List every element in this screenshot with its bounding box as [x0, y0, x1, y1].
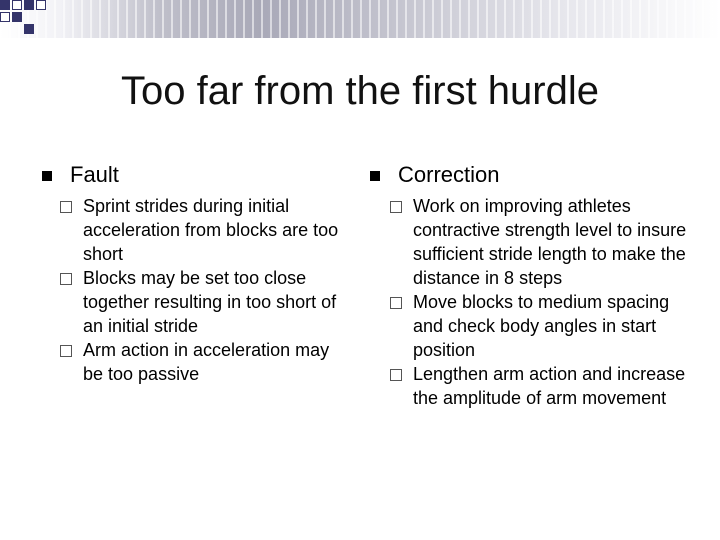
correction-item-text: Lengthen arm action and increase the amplitude of arm movement [413, 364, 686, 408]
logo-square [12, 12, 22, 22]
header-band-stripes [0, 0, 720, 38]
logo-square [12, 0, 22, 10]
logo-square [36, 0, 46, 10]
hollow-square-bullet-icon [390, 201, 402, 213]
corner-logo-mark [0, 0, 60, 40]
correction-heading-row [370, 160, 690, 190]
fault-column [42, 160, 342, 386]
correction-item-text: Work on improving athletes contractive strength level to insure sufficient stride length to make the distance in 8 steps [413, 196, 687, 288]
list-item [390, 290, 690, 362]
hollow-square-bullet-icon [390, 369, 402, 381]
list-item [60, 194, 342, 266]
hollow-square-bullet-icon [60, 345, 72, 357]
correction-list [370, 194, 690, 410]
correction-heading: Correction [398, 162, 500, 187]
fault-item-text: Sprint strides during initial acceleration from blocks are too short [83, 196, 339, 264]
fault-item-text: Blocks may be set too close together resulting in too short of an initial stride [83, 268, 337, 336]
correction-item-text: Move blocks to medium spacing and check body angles in start position [413, 292, 670, 360]
list-item [390, 194, 690, 290]
hollow-square-bullet-icon [60, 273, 72, 285]
list-item [390, 362, 690, 410]
fault-heading-row [42, 160, 342, 190]
square-bullet-icon [370, 171, 380, 181]
hollow-square-bullet-icon [390, 297, 402, 309]
hollow-square-bullet-icon [60, 201, 72, 213]
logo-square [0, 12, 10, 22]
square-bullet-icon [42, 171, 52, 181]
list-item [60, 266, 342, 338]
correction-column [370, 160, 690, 410]
list-item [60, 338, 342, 386]
fault-item-text: Arm action in acceleration may be too passive [83, 340, 330, 384]
slide-title: Too far from the first hurdle [121, 69, 599, 113]
logo-square [24, 0, 34, 10]
logo-square [24, 24, 34, 34]
logo-square [0, 0, 10, 10]
fault-list [42, 194, 342, 386]
fault-heading: Fault [70, 162, 119, 187]
